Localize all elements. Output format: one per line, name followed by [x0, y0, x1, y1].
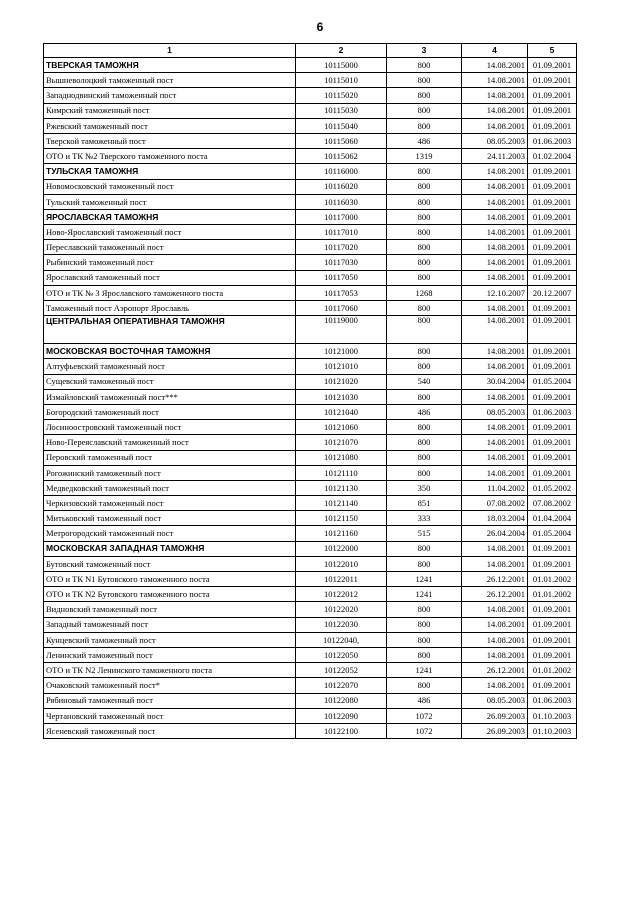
- order-number-cell: 800: [387, 209, 462, 224]
- order-date-cell: 14.08.2001: [462, 359, 528, 374]
- order-number-cell: 800: [387, 678, 462, 693]
- office-name-cell: Рогожинский таможенный пост: [44, 465, 296, 480]
- office-name-cell: Медведковский таможенный пост: [44, 480, 296, 495]
- office-name-cell: Западный таможенный пост: [44, 617, 296, 632]
- order-date-cell: 14.08.2001: [462, 118, 528, 133]
- office-code-cell: 10122052: [296, 663, 387, 678]
- order-date-cell: 14.08.2001: [462, 541, 528, 556]
- order-number-cell: 1072: [387, 708, 462, 723]
- effective-date-cell: 01.09.2001: [528, 118, 577, 133]
- table-row: [44, 404, 577, 419]
- order-date-cell: 30.04.2004: [462, 374, 528, 389]
- order-number-cell: 800: [387, 344, 462, 359]
- order-date-cell: 14.08.2001: [462, 164, 528, 179]
- office-code-cell: 10122010: [296, 556, 387, 571]
- order-number-cell: 486: [387, 693, 462, 708]
- office-code-cell: 10121130: [296, 480, 387, 495]
- office-code-cell: 10117053: [296, 285, 387, 300]
- office-name-cell: МОСКОВСКАЯ ЗАПАДНАЯ ТАМОЖНЯ: [44, 541, 296, 556]
- order-number-cell: 1072: [387, 723, 462, 738]
- order-date-cell: 14.08.2001: [462, 255, 528, 270]
- order-date-cell: 12.10.2007: [462, 285, 528, 300]
- office-name-cell: Черкизовский таможенный пост: [44, 496, 296, 511]
- effective-date-cell: 01.09.2001: [528, 617, 577, 632]
- office-name-cell: Рыбинский таможенный пост: [44, 255, 296, 270]
- order-date-cell: 14.08.2001: [462, 194, 528, 209]
- order-number-cell: 1319: [387, 149, 462, 164]
- order-date-cell: 14.08.2001: [462, 225, 528, 240]
- table-row: [44, 647, 577, 662]
- table-row: [44, 450, 577, 465]
- office-name-cell: Метрогородский таможенный пост: [44, 526, 296, 541]
- table-row: [44, 73, 577, 88]
- table-row: [44, 572, 577, 587]
- office-code-cell: 10121160: [296, 526, 387, 541]
- effective-date-cell: 07.08.2002: [528, 496, 577, 511]
- order-date-cell: 26.09.2003: [462, 708, 528, 723]
- table-body: [44, 58, 577, 739]
- order-date-cell: 14.08.2001: [462, 617, 528, 632]
- table-row: [44, 359, 577, 374]
- effective-date-cell: 01.09.2001: [528, 647, 577, 662]
- office-code-cell: 10117050: [296, 270, 387, 285]
- effective-date-cell: 01.09.2001: [528, 344, 577, 359]
- office-code-cell: 10115020: [296, 88, 387, 103]
- order-number-cell: 800: [387, 556, 462, 571]
- order-date-cell: 14.08.2001: [462, 450, 528, 465]
- table-row: [44, 480, 577, 495]
- office-code-cell: 10119000: [296, 316, 387, 344]
- effective-date-cell: 01.04.2004: [528, 511, 577, 526]
- office-code-cell: 10115000: [296, 58, 387, 73]
- effective-date-cell: 01.06.2003: [528, 404, 577, 419]
- table-row: [44, 118, 577, 133]
- order-date-cell: 14.08.2001: [462, 647, 528, 662]
- order-number-cell: 800: [387, 465, 462, 480]
- table-row: [44, 556, 577, 571]
- effective-date-cell: 01.09.2001: [528, 301, 577, 316]
- office-code-cell: 10122100: [296, 723, 387, 738]
- office-name-cell: Сущевский таможенный пост: [44, 374, 296, 389]
- order-date-cell: 26.12.2001: [462, 572, 528, 587]
- order-number-cell: 1241: [387, 572, 462, 587]
- order-date-cell: 14.08.2001: [462, 73, 528, 88]
- effective-date-cell: 01.09.2001: [528, 88, 577, 103]
- office-name-cell: Очаковский таможенный пост*: [44, 678, 296, 693]
- office-code-cell: 10117060: [296, 301, 387, 316]
- order-date-cell: 14.08.2001: [462, 435, 528, 450]
- office-code-cell: 10115030: [296, 103, 387, 118]
- column-header-2: 2: [296, 44, 387, 58]
- order-date-cell: 14.08.2001: [462, 301, 528, 316]
- office-code-cell: 10121010: [296, 359, 387, 374]
- order-number-cell: 515: [387, 526, 462, 541]
- effective-date-cell: 01.05.2002: [528, 480, 577, 495]
- office-name-cell: Алтуфьевский таможенный пост: [44, 359, 296, 374]
- effective-date-cell: 01.09.2001: [528, 556, 577, 571]
- office-name-cell: Ленинский таможенный пост: [44, 647, 296, 662]
- office-name-cell: ЦЕНТРАЛЬНАЯ ОПЕРАТИВНАЯ ТАМОЖНЯ: [44, 316, 296, 344]
- table-row: [44, 617, 577, 632]
- order-number-cell: 800: [387, 88, 462, 103]
- column-header-3: 3: [387, 44, 462, 58]
- order-date-cell: 14.08.2001: [462, 389, 528, 404]
- order-number-cell: 800: [387, 179, 462, 194]
- office-code-cell: 10122070: [296, 678, 387, 693]
- order-date-cell: 08.05.2003: [462, 693, 528, 708]
- table-row: [44, 435, 577, 450]
- office-code-cell: 10121070: [296, 435, 387, 450]
- order-number-cell: 800: [387, 194, 462, 209]
- office-name-cell: Видновский таможенный пост: [44, 602, 296, 617]
- office-code-cell: 10122090: [296, 708, 387, 723]
- table-row: [44, 587, 577, 602]
- table-row: [44, 194, 577, 209]
- effective-date-cell: 01.09.2001: [528, 255, 577, 270]
- office-name-cell: Тверской таможенный пост: [44, 133, 296, 148]
- office-name-cell: Митьковский таможенный пост: [44, 511, 296, 526]
- office-code-cell: 10121040: [296, 404, 387, 419]
- order-number-cell: 800: [387, 270, 462, 285]
- effective-date-cell: 01.09.2001: [528, 73, 577, 88]
- order-number-cell: 800: [387, 541, 462, 556]
- customs-office-row: [44, 344, 577, 359]
- table-row: [44, 723, 577, 738]
- order-number-cell: 800: [387, 420, 462, 435]
- order-number-cell: 800: [387, 316, 462, 344]
- effective-date-cell: 01.10.2003: [528, 708, 577, 723]
- office-code-cell: 10117000: [296, 209, 387, 224]
- table-row: [44, 526, 577, 541]
- office-name-cell: Ржевский таможенный пост: [44, 118, 296, 133]
- office-name-cell: ОТО и ТК №2 Тверского таможенного поста: [44, 149, 296, 164]
- office-name-cell: Западнодвинский таможенный пост: [44, 88, 296, 103]
- order-date-cell: 14.08.2001: [462, 632, 528, 647]
- office-name-cell: Рябиновый таможенный пост: [44, 693, 296, 708]
- order-number-cell: 540: [387, 374, 462, 389]
- order-date-cell: 11.04.2002: [462, 480, 528, 495]
- office-code-cell: 10121060: [296, 420, 387, 435]
- office-name-cell: ТУЛЬСКАЯ ТАМОЖНЯ: [44, 164, 296, 179]
- order-number-cell: 800: [387, 617, 462, 632]
- office-code-cell: 10116000: [296, 164, 387, 179]
- office-code-cell: 10122080: [296, 693, 387, 708]
- table-row: [44, 149, 577, 164]
- effective-date-cell: 01.09.2001: [528, 240, 577, 255]
- office-name-cell: Новомосковский таможенный пост: [44, 179, 296, 194]
- office-code-cell: 10116030: [296, 194, 387, 209]
- order-number-cell: 800: [387, 118, 462, 133]
- office-name-cell: ЯРОСЛАВСКАЯ ТАМОЖНЯ: [44, 209, 296, 224]
- office-code-cell: 10122050: [296, 647, 387, 662]
- column-header-5: 5: [528, 44, 577, 58]
- order-number-cell: 486: [387, 404, 462, 419]
- effective-date-cell: 01.01.2002: [528, 587, 577, 602]
- order-date-cell: 08.05.2003: [462, 404, 528, 419]
- order-date-cell: 14.08.2001: [462, 240, 528, 255]
- table-row: [44, 133, 577, 148]
- effective-date-cell: 01.09.2001: [528, 678, 577, 693]
- office-name-cell: Измайловский таможенный пост***: [44, 389, 296, 404]
- effective-date-cell: 01.05.2004: [528, 526, 577, 541]
- effective-date-cell: 01.09.2001: [528, 632, 577, 647]
- table-row: [44, 663, 577, 678]
- table-row: [44, 389, 577, 404]
- order-date-cell: 07.08.2002: [462, 496, 528, 511]
- office-name-cell: ОТО и ТК N2 Бутовского таможенного поста: [44, 587, 296, 602]
- effective-date-cell: 01.09.2001: [528, 450, 577, 465]
- office-name-cell: ТВЕРСКАЯ ТАМОЖНЯ: [44, 58, 296, 73]
- order-date-cell: 14.08.2001: [462, 209, 528, 224]
- office-code-cell: 10122012: [296, 587, 387, 602]
- order-number-cell: 800: [387, 301, 462, 316]
- order-date-cell: 14.08.2001: [462, 88, 528, 103]
- office-code-cell: 10121000: [296, 344, 387, 359]
- office-code-cell: 10115040: [296, 118, 387, 133]
- table-row: [44, 496, 577, 511]
- order-number-cell: 1268: [387, 285, 462, 300]
- order-date-cell: 14.08.2001: [462, 270, 528, 285]
- order-date-cell: 14.08.2001: [462, 316, 528, 344]
- order-date-cell: 26.12.2001: [462, 663, 528, 678]
- effective-date-cell: 01.09.2001: [528, 435, 577, 450]
- office-code-cell: 10117020: [296, 240, 387, 255]
- order-number-cell: 800: [387, 435, 462, 450]
- order-date-cell: 08.05.2003: [462, 133, 528, 148]
- office-name-cell: Чертановский таможенный пост: [44, 708, 296, 723]
- office-code-cell: 10122030: [296, 617, 387, 632]
- office-code-cell: 10122020: [296, 602, 387, 617]
- office-name-cell: Богородский таможенный пост: [44, 404, 296, 419]
- table-row: [44, 179, 577, 194]
- office-name-cell: МОСКОВСКАЯ ВОСТОЧНАЯ ТАМОЖНЯ: [44, 344, 296, 359]
- effective-date-cell: 01.09.2001: [528, 164, 577, 179]
- order-number-cell: 800: [387, 359, 462, 374]
- order-date-cell: 14.08.2001: [462, 179, 528, 194]
- order-number-cell: 800: [387, 255, 462, 270]
- office-code-cell: 10121080: [296, 450, 387, 465]
- order-date-cell: 14.08.2001: [462, 58, 528, 73]
- office-name-cell: Бутовский таможенный пост: [44, 556, 296, 571]
- effective-date-cell: 01.09.2001: [528, 194, 577, 209]
- office-name-cell: Кимрский таможенный пост: [44, 103, 296, 118]
- office-code-cell: 10121110: [296, 465, 387, 480]
- office-code-cell: 10122011: [296, 572, 387, 587]
- effective-date-cell: 01.09.2001: [528, 316, 577, 344]
- table-header-row: [44, 44, 577, 58]
- table-row: [44, 420, 577, 435]
- customs-office-row: [44, 209, 577, 224]
- table-row: [44, 270, 577, 285]
- order-date-cell: 14.08.2001: [462, 420, 528, 435]
- office-code-cell: 10116020: [296, 179, 387, 194]
- table-row: [44, 632, 577, 647]
- customs-office-row: [44, 541, 577, 556]
- effective-date-cell: 01.02.2004: [528, 149, 577, 164]
- order-date-cell: 14.08.2001: [462, 465, 528, 480]
- order-date-cell: 26.09.2003: [462, 723, 528, 738]
- column-header-1: 1: [44, 44, 296, 58]
- office-name-cell: ОТО и ТК № 3 Ярославского таможенного поста: [44, 285, 296, 300]
- order-number-cell: 1241: [387, 663, 462, 678]
- effective-date-cell: 01.09.2001: [528, 225, 577, 240]
- effective-date-cell: 01.09.2001: [528, 270, 577, 285]
- effective-date-cell: 01.06.2003: [528, 693, 577, 708]
- office-name-cell: Вышневолоцкий таможенный пост: [44, 73, 296, 88]
- table-row: [44, 374, 577, 389]
- order-date-cell: 26.04.2004: [462, 526, 528, 541]
- order-date-cell: 14.08.2001: [462, 103, 528, 118]
- office-name-cell: Таможенный пост Аэропорт Ярославль: [44, 301, 296, 316]
- effective-date-cell: 20.12.2007: [528, 285, 577, 300]
- office-code-cell: 10115010: [296, 73, 387, 88]
- column-header-4: 4: [462, 44, 528, 58]
- order-number-cell: 800: [387, 164, 462, 179]
- table-row: [44, 678, 577, 693]
- office-code-cell: 10121150: [296, 511, 387, 526]
- office-name-cell: ОТО и ТК N1 Бутовского таможенного поста: [44, 572, 296, 587]
- customs-office-row: [44, 316, 577, 344]
- order-number-cell: 800: [387, 240, 462, 255]
- order-date-cell: 24.11.2003: [462, 149, 528, 164]
- order-number-cell: 800: [387, 73, 462, 88]
- order-date-cell: 14.08.2001: [462, 344, 528, 359]
- order-number-cell: 800: [387, 389, 462, 404]
- effective-date-cell: 01.09.2001: [528, 602, 577, 617]
- order-number-cell: 800: [387, 103, 462, 118]
- order-date-cell: 26.12.2001: [462, 587, 528, 602]
- effective-date-cell: 01.09.2001: [528, 465, 577, 480]
- office-code-cell: 10117030: [296, 255, 387, 270]
- effective-date-cell: 01.09.2001: [528, 58, 577, 73]
- effective-date-cell: 01.01.2002: [528, 572, 577, 587]
- table-row: [44, 103, 577, 118]
- office-code-cell: 10121020: [296, 374, 387, 389]
- order-number-cell: 1241: [387, 587, 462, 602]
- order-number-cell: 851: [387, 496, 462, 511]
- order-number-cell: 350: [387, 480, 462, 495]
- effective-date-cell: 01.09.2001: [528, 541, 577, 556]
- order-number-cell: 800: [387, 602, 462, 617]
- table-row: [44, 693, 577, 708]
- office-name-cell: Ново-Ярославский таможенный пост: [44, 225, 296, 240]
- order-date-cell: 14.08.2001: [462, 678, 528, 693]
- office-name-cell: Ярославский таможенный пост: [44, 270, 296, 285]
- office-code-cell: 10117010: [296, 225, 387, 240]
- effective-date-cell: 01.05.2004: [528, 374, 577, 389]
- customs-office-row: [44, 58, 577, 73]
- table-row: [44, 240, 577, 255]
- effective-date-cell: 01.09.2001: [528, 389, 577, 404]
- table-row: [44, 88, 577, 103]
- office-code-cell: 10121030: [296, 389, 387, 404]
- effective-date-cell: 01.09.2001: [528, 103, 577, 118]
- effective-date-cell: 01.06.2003: [528, 133, 577, 148]
- office-name-cell: Ново-Переяславский таможенный пост: [44, 435, 296, 450]
- office-name-cell: ОТО и ТК N2 Ленинского таможенного поста: [44, 663, 296, 678]
- order-date-cell: 14.08.2001: [462, 602, 528, 617]
- office-code-cell: 10122000: [296, 541, 387, 556]
- effective-date-cell: 01.09.2001: [528, 359, 577, 374]
- order-number-cell: 800: [387, 632, 462, 647]
- office-code-cell: 10122040,: [296, 632, 387, 647]
- order-number-cell: 333: [387, 511, 462, 526]
- page-number: 6: [316, 20, 324, 34]
- office-name-cell: Ясеневский таможенный пост: [44, 723, 296, 738]
- effective-date-cell: 01.10.2003: [528, 723, 577, 738]
- table-row: [44, 301, 577, 316]
- effective-date-cell: 01.09.2001: [528, 420, 577, 435]
- order-number-cell: 800: [387, 647, 462, 662]
- customs-office-row: [44, 164, 577, 179]
- effective-date-cell: 01.09.2001: [528, 209, 577, 224]
- office-name-cell: Перовский таможенный пост: [44, 450, 296, 465]
- office-name-cell: Переславский таможенный пост: [44, 240, 296, 255]
- effective-date-cell: 01.01.2002: [528, 663, 577, 678]
- table-row: [44, 255, 577, 270]
- office-code-cell: 10121140: [296, 496, 387, 511]
- office-code-cell: 10115062: [296, 149, 387, 164]
- office-name-cell: Кунцевский таможенный пост: [44, 632, 296, 647]
- order-number-cell: 800: [387, 450, 462, 465]
- table-row: [44, 225, 577, 240]
- order-number-cell: 486: [387, 133, 462, 148]
- table-row: [44, 285, 577, 300]
- office-name-cell: Лосиноостровский таможенный пост: [44, 420, 296, 435]
- order-date-cell: 14.08.2001: [462, 556, 528, 571]
- table-row: [44, 511, 577, 526]
- order-number-cell: 800: [387, 58, 462, 73]
- office-code-cell: 10115060: [296, 133, 387, 148]
- office-name-cell: Тульский таможенный пост: [44, 194, 296, 209]
- order-date-cell: 18.03.2004: [462, 511, 528, 526]
- effective-date-cell: 01.09.2001: [528, 179, 577, 194]
- customs-posts-table: [43, 43, 577, 739]
- table-row: [44, 465, 577, 480]
- order-number-cell: 800: [387, 225, 462, 240]
- table-row: [44, 708, 577, 723]
- table-row: [44, 602, 577, 617]
